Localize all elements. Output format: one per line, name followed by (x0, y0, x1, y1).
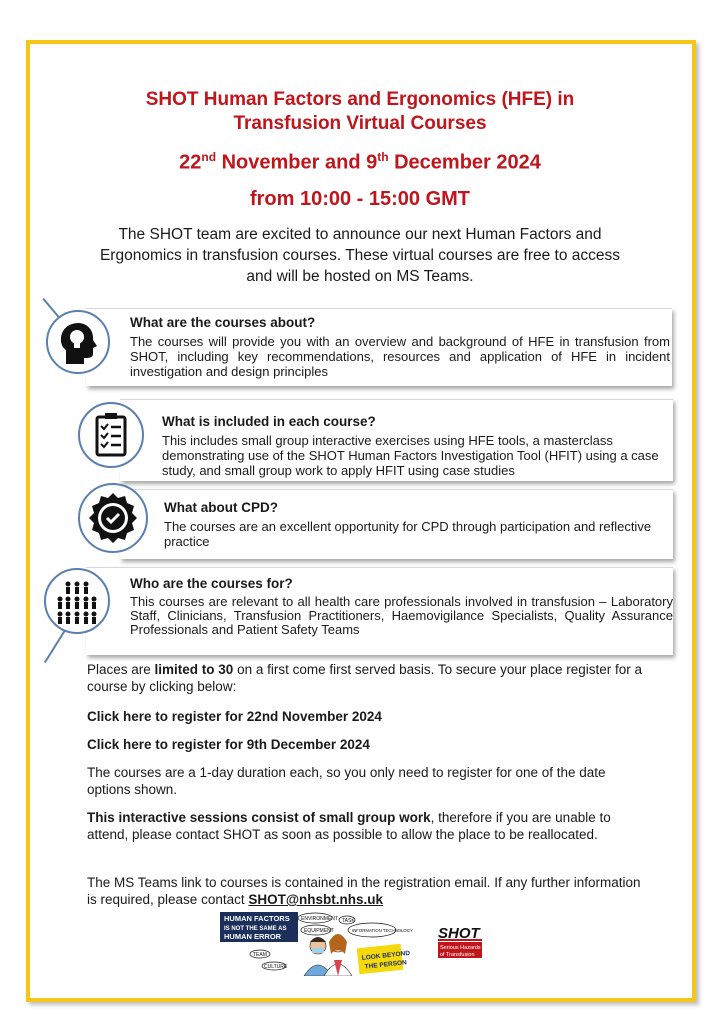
course-dates: 22nd November and 9th December 2024 (179, 150, 541, 174)
section-heading: What are the courses about? (130, 315, 316, 330)
shot-logo-sub1: Serious Hazards (440, 945, 481, 951)
banner-slogan-line1: HUMAN FACTORS (224, 914, 290, 923)
banner-slogan-line3: HUMAN ERROR (224, 932, 282, 941)
banner-tag-environment: ENVIRONMENT (301, 916, 338, 922)
intro-text: The SHOT team are excited to announce our next Human Factors and Ergonomics in transfusion courses. These virtual courses are free to access and will be hosted on MS Teams. (99, 226, 621, 285)
section-text: This courses are relevant to all health care professionals involved in transfusion – Laboratory Staff, Clinicians, Transfusion Practitioners, Haemovigilance Specialists, Quality Assurance Professionals and Patient Safety Teams (130, 594, 673, 637)
section-text: The courses will provide you with an overview and background of HFE in transfusion from SHOT, including key recommendations, resources and application of HFE in incident investigation and design principles (130, 334, 670, 379)
banner-tag-it: INFORMATION TECHNOLOGY (352, 928, 413, 933)
section-heading: Who are the courses for? (130, 576, 293, 591)
page-title: SHOT Human Factors and Ergonomics (HFE) in Transfusion Virtual Courses (145, 89, 575, 134)
duration-text: The courses are a 1-day duration each, so you only need to register for one of the date options shown. (87, 765, 606, 797)
banner-look-line2: THE PERSON (364, 959, 408, 971)
human-factors-banner (220, 910, 460, 976)
course-time: from 10:00 - 15:00 GMT (249, 188, 471, 210)
contact-email-link[interactable]: SHOT@nhsbt.nhs.uk (248, 892, 384, 907)
clipboard-checklist-icon (78, 402, 144, 468)
shot-logo (436, 920, 484, 960)
contact-text: The MS Teams link to courses is contained in the registration email. If any further information is required, please contact SHOT@nhsbt.nhs.uk (87, 875, 641, 907)
head-lightbulb-icon (46, 310, 110, 374)
places-text: Places are limited to 30 on a first come first served basis. To secure your place register for a course by clicking below: (87, 662, 642, 694)
section-cpd (120, 489, 673, 559)
section-heading: What is included in each course? (162, 414, 376, 429)
banner-tag-culture: CULTURE (264, 964, 288, 970)
section-included (120, 399, 673, 481)
interactive-text: This interactive sessions consist of small group work, therefore if you are unable to attend, please contact SHOT as soon as possible to allow the place to be reallocated. (87, 810, 611, 842)
people-group-icon (44, 568, 110, 634)
section-about (86, 308, 672, 386)
section-text: This includes small group interactive exercises using HFE tools, a masterclass demonstrating use of the SHOT Human Factors Investigation Tool (HFIT) using a case study, and small group work to apply HFIT using case studies (162, 433, 659, 478)
register-link-22-november[interactable]: Click here to register for 22nd November 2024 (87, 709, 382, 724)
badge-check-icon (78, 483, 148, 553)
register-link-9-december[interactable]: Click here to register for 9th December 2024 (87, 737, 370, 752)
section-audience (86, 567, 673, 655)
shot-logo-sub2: of Transfusion (440, 952, 475, 958)
banner-tag-team: TEAM (253, 952, 267, 958)
section-heading: What about CPD? (164, 500, 278, 515)
banner-look-line1: LOOK BEYOND (361, 949, 411, 962)
banner-slogan-line2: IS NOT THE SAME AS (224, 926, 287, 932)
shot-logo-text: SHOT (438, 925, 480, 942)
banner-tag-equipment: EQUIPMENT (304, 928, 334, 934)
section-text: The courses are an excellent opportunity for CPD through participation and reflective practice (164, 519, 652, 549)
banner-tag-task: TASK (342, 918, 355, 924)
